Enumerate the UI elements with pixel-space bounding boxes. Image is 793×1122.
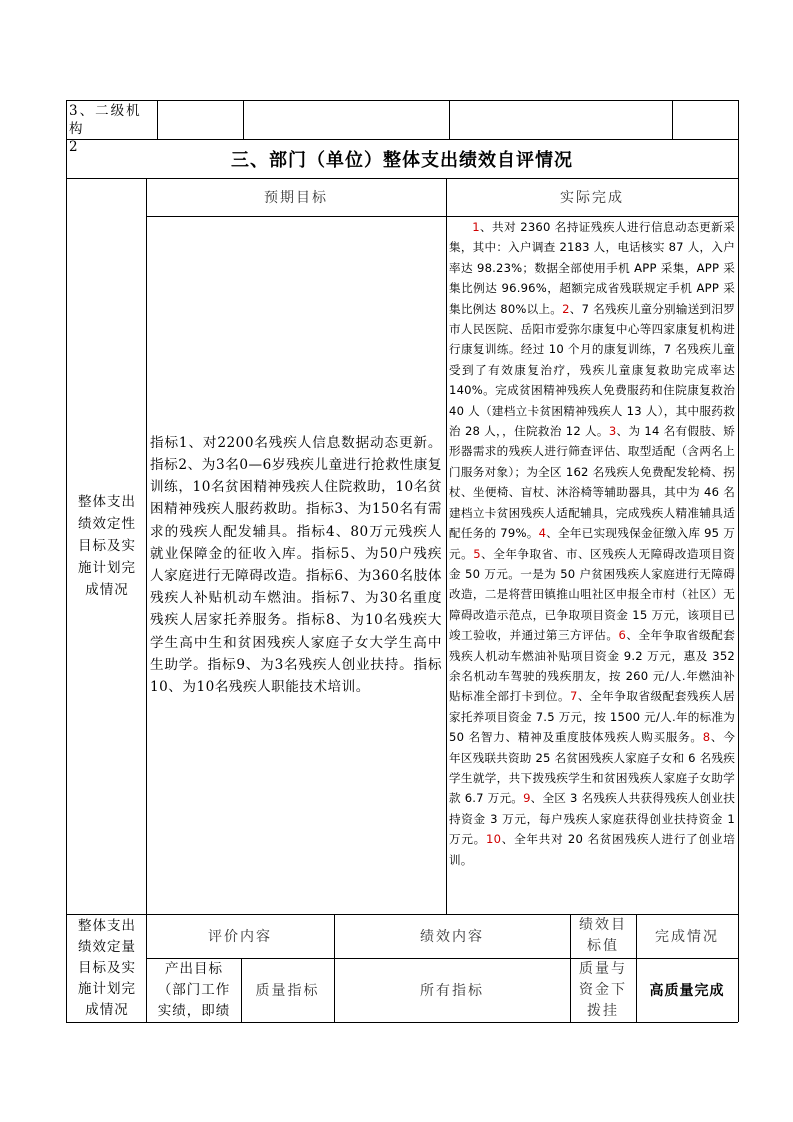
header-completion-status: 完成情况 <box>655 929 719 945</box>
actual-completion-cell <box>446 216 738 914</box>
all-indicators-cell: 所有指标 <box>420 983 484 999</box>
table-border <box>157 100 158 139</box>
item-number: 5 <box>473 546 481 561</box>
item-text: 、全年争取省级配套残疾人居家托养项目资金 7.5 万元，按 1500 元/人.年的标准为 50 名智力、精神及重度肢体残疾人购买服务。 <box>449 689 735 745</box>
item-number: 10 <box>486 832 502 847</box>
table-border <box>738 100 739 1022</box>
header-eval-content: 评价内容 <box>208 929 272 945</box>
item-number: 7 <box>570 689 578 704</box>
top-row-label-line1: 3、二级机构 <box>69 103 142 137</box>
item-text: 、7 名残疾儿童分别输送到汨罗市人民医院、岳阳市爱弥尔康复中心等四家康复机构进行康复训练。经过 10 个月的康复训练，7 名残疾儿童受到了有效康复治疗，残疾儿童康复救助完成率达 140%。完成贫困精神残疾人免费服药和住院康复救治 40 人（建档立卡贫困精神残疾人 13 人），其中服药救治 28 人，，住院救治 12 人。 <box>449 301 735 439</box>
target-value-cell: 质量与资金下拨挂 <box>579 960 627 1019</box>
quantitative-row-label: 整体支出绩效定量目标及实施计划完成情况 <box>78 917 136 1018</box>
table-border <box>449 100 450 139</box>
qualitative-row-label: 整体支出绩效定性目标及实施计划完成情况 <box>78 494 136 598</box>
item-text: 、全年争取省级配套残疾人机动车燃油补贴项目资金 9.2 万元，惠及 352 余名机动车驾驶的残疾朋友，按 260 元/人.年燃油补贴标准全部打卡到位。 <box>449 628 735 704</box>
top-row-label <box>69 100 157 155</box>
item-text: 、全区 3 名残疾人共获得残疾人创业扶持资金 3 万元，每户残疾人家庭获得创业扶持资金 1 万元。 <box>449 791 735 847</box>
item-text: 、今年区残联共资助 25 名贫困残疾人家庭子女和 6 名残疾学生就学，共下拨残疾学生和贫困残疾人家庭子女助学款 6.7 万元。 <box>449 730 735 806</box>
top-row-label-line2: 2 <box>69 139 78 155</box>
item-number: 9 <box>523 791 531 806</box>
header-expected-goal: 预期目标 <box>264 190 328 206</box>
header-actual-completion: 实际完成 <box>560 190 624 206</box>
item-text: 、全年争取省、市、区残疾人无障碍改造项目资金 50 万元。一是为 50 户贫困残疾人家庭进行无障碍改造，二是将营田镇推山咀社区申报全市村（社区）无障碍改造示范点，已争取项目资金 15 万元，该项目已竣工验收，并通过第三方评估。 <box>449 546 736 643</box>
item-text: 、共对 2360 名持证残疾人进行信息动态更新采集，其中：入户调查 2183 人，电话核实 87 人，入户率达 98.23%；数据全部使用手机 APP 采集，APP 采集比例达 96.96%，超额完成省残联规定手机 APP 采集比例达 80%以上。 <box>449 220 735 316</box>
table-border <box>66 100 738 101</box>
header-performance-content: 绩效内容 <box>420 929 484 945</box>
header-target-value: 绩效目标值 <box>579 917 627 954</box>
table-border <box>243 100 244 139</box>
item-number: 8 <box>702 730 711 745</box>
item-number: 3 <box>608 424 617 439</box>
item-text: 、全年已实现残保金征缴入库 95 万元。 <box>449 526 735 561</box>
quality-indicator-cell: 质量指标 <box>255 983 320 999</box>
item-number: 2 <box>562 301 570 316</box>
item-number: 4 <box>538 526 547 541</box>
completion-status-cell: 高质量完成 <box>649 983 725 999</box>
section-title: 三、部门（单位）整体支出绩效自评情况 <box>231 149 573 171</box>
actual-completion-text <box>449 217 735 870</box>
table-border <box>570 914 571 1022</box>
expected-goals-cell <box>146 216 446 914</box>
item-number: 6 <box>618 628 627 643</box>
output-goal-cell: 产出目标（部门工作实绩，即绩 <box>157 960 231 1019</box>
item-text: 、全年共对 20 名贫困残疾人进行了创业培训。 <box>449 832 735 867</box>
expected-goals-text: 指标1、对2200名残疾人信息数据动态更新。指标2、为3名0—6岁残疾儿童进行抢救性康复训练，10名贫困精神残疾人住院救助，10名贫困精神残疾人服药救助。指标3、为150名有需求的残疾人配发辅具。指标4、80万元残疾人就业保障金的征收入库。指标5、为50户残疾人家庭进行无障碍改造。指标6、为360名肢体残疾人补贴机动车燃油。指标7、为30名重度残疾人居家托养服务。指标8、为10名残疾大学生高中生和贫困残疾人家庭子女大学生高中生助学。指标9、为3名残疾人创业扶持。指标10、为10名残疾人职能技术培训。 <box>150 434 442 696</box>
item-number: 1 <box>472 220 480 234</box>
table-border <box>66 1022 738 1023</box>
table-border <box>672 100 673 139</box>
table-border <box>66 100 67 1022</box>
item-text: 、为 14 名有假肢、矫形器需求的残疾人进行筛查评估、取型适配（含两名上门服务对象）；为全区 162 名残疾人免费配发轮椅、拐杖、坐便椅、盲杖、沐浴椅等辅助器具，其中为 46 名建档立卡贫困残疾人适配辅具，完成残疾人精准辅具适配任务的 79%。 <box>449 424 735 541</box>
